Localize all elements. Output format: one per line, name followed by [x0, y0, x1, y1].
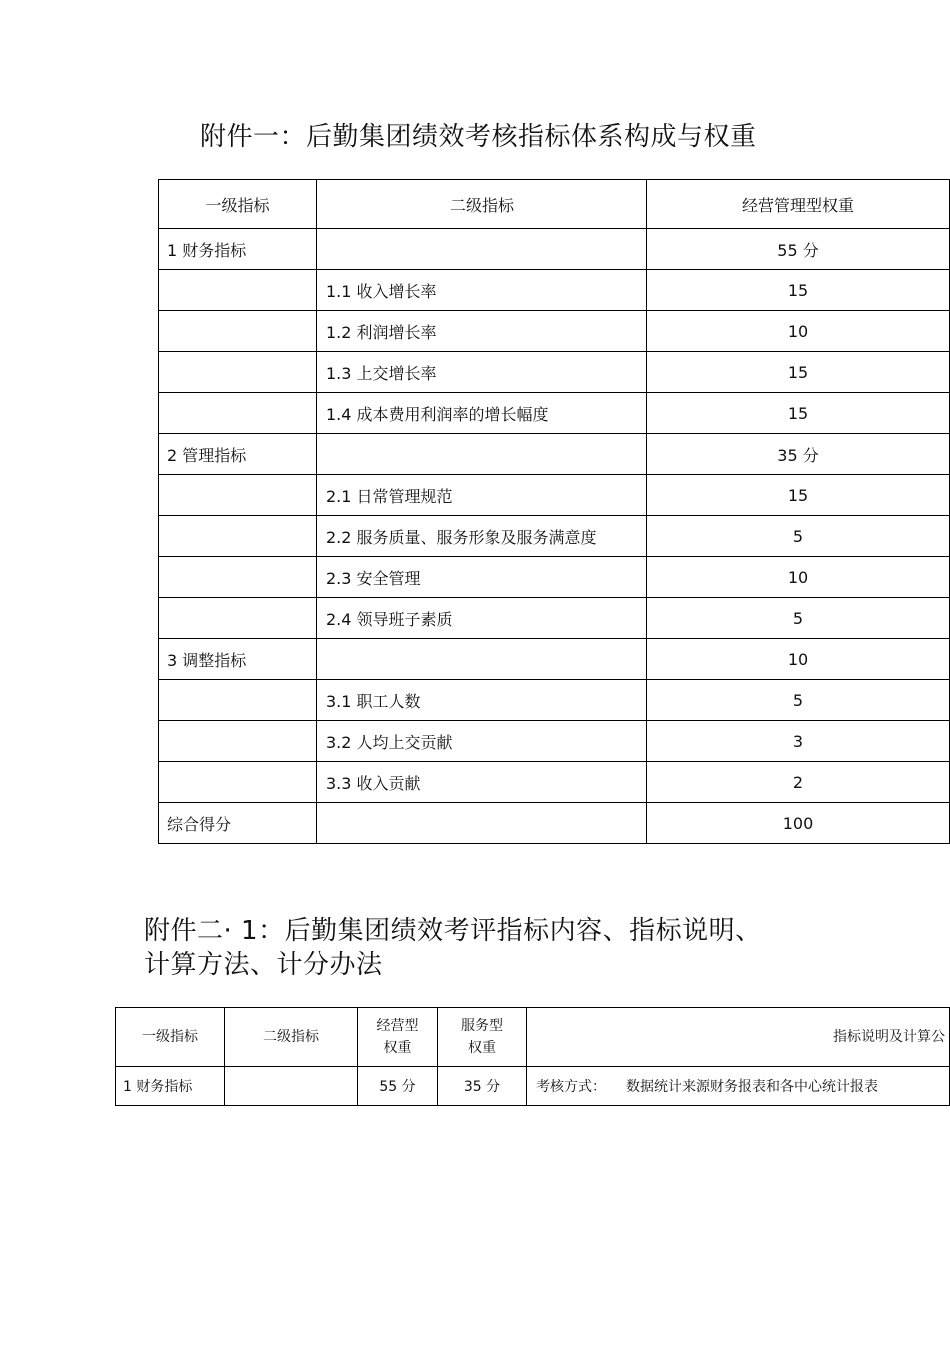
- table-row: [159, 270, 950, 311]
- cell-weight: 55 分: [647, 229, 950, 270]
- cell-weight: 10: [647, 557, 950, 598]
- cell-level1: 3 调整指标: [159, 639, 317, 680]
- table-row: [159, 557, 950, 598]
- cell-level1: [159, 721, 317, 762]
- table-row: [159, 311, 950, 352]
- table-row: [159, 598, 950, 639]
- cell-level1: [159, 598, 317, 639]
- cell-level1: [159, 352, 317, 393]
- cell-level1: [159, 762, 317, 803]
- table-row: [159, 434, 950, 475]
- table-row: [159, 721, 950, 762]
- cell-level1: 1 财务指标: [159, 229, 317, 270]
- cell-level1: [159, 270, 317, 311]
- desc-text: 数据统计来源财务报表和各中心统计报表: [626, 1079, 878, 1095]
- cell-weight: 15: [647, 393, 950, 434]
- cell-level1: 1 财务指标: [116, 1067, 225, 1106]
- cell-weight: 5: [647, 598, 950, 639]
- desc-label: 考核方式：: [536, 1079, 606, 1095]
- cell-weight: 15: [647, 352, 950, 393]
- table-row: [116, 1067, 950, 1106]
- cell-level2: [317, 229, 647, 270]
- cell-weight: 100: [647, 803, 950, 844]
- weights-table: [158, 179, 950, 844]
- header-op-weight-line2: 权重: [383, 1040, 412, 1056]
- cell-level2: 2.2 服务质量、服务形象及服务满意度: [317, 516, 647, 557]
- cell-weight: 10: [647, 639, 950, 680]
- cell-level2: 1.1 收入增长率: [317, 270, 647, 311]
- cell-level2: [317, 803, 647, 844]
- table-row: [159, 393, 950, 434]
- cell-level2: [317, 639, 647, 680]
- header-weight: 经营管理型权重: [647, 180, 950, 229]
- cell-weight: 15: [647, 270, 950, 311]
- header-level2: 二级指标: [317, 180, 647, 229]
- doc2-title-line1: 附件二· 1：后勤集团绩效考评指标内容、指标说明、: [144, 916, 762, 946]
- header-svc-weight-line2: 权重: [468, 1040, 496, 1056]
- cell-level1: [159, 475, 317, 516]
- cell-weight: 10: [647, 311, 950, 352]
- cell-level2: [225, 1067, 358, 1106]
- cell-level1: 2 管理指标: [159, 434, 317, 475]
- cell-level2: 3.3 收入贡献: [317, 762, 647, 803]
- table-row: [159, 639, 950, 680]
- header-description: 指标说明及计算公: [527, 1008, 950, 1067]
- doc1-title: 附件一：后勤集团绩效考核指标体系构成与权重: [200, 122, 757, 152]
- cell-level1: [159, 393, 317, 434]
- header-op-weight-line1: 经营型: [376, 1018, 419, 1034]
- cell-weight: 2: [647, 762, 950, 803]
- table-row: [159, 803, 950, 844]
- table-row: [159, 229, 950, 270]
- indicator-content-table: [115, 1007, 950, 1106]
- header-level1: 一级指标: [116, 1008, 225, 1067]
- cell-level1: 综合得分: [159, 803, 317, 844]
- cell-level2: 1.3 上交增长率: [317, 352, 647, 393]
- table-header-row: [116, 1008, 950, 1067]
- cell-level1: [159, 680, 317, 721]
- cell-level2: 1.4 成本费用利润率的增长幅度: [317, 393, 647, 434]
- cell-weight: 15: [647, 475, 950, 516]
- table-header-row: [159, 180, 950, 229]
- cell-level2: 2.4 领导班子素质: [317, 598, 647, 639]
- cell-description: [527, 1067, 950, 1106]
- cell-level2: 3.1 职工人数: [317, 680, 647, 721]
- table-row: [159, 762, 950, 803]
- header-level1: 一级指标: [159, 180, 317, 229]
- cell-level2: 2.1 日常管理规范: [317, 475, 647, 516]
- cell-level1: [159, 311, 317, 352]
- cell-weight: 35 分: [647, 434, 950, 475]
- cell-weight: 5: [647, 680, 950, 721]
- cell-level2: 1.2 利润增长率: [317, 311, 647, 352]
- table-row: [159, 680, 950, 721]
- table-row: [159, 516, 950, 557]
- cell-level2: [317, 434, 647, 475]
- table-row: [159, 352, 950, 393]
- cell-level1: [159, 516, 317, 557]
- header-svc-weight: [438, 1008, 527, 1067]
- cell-op-weight: 55 分: [358, 1067, 438, 1106]
- doc2-title: [144, 914, 762, 982]
- header-op-weight: [358, 1008, 438, 1067]
- cell-weight: 3: [647, 721, 950, 762]
- cell-level2: 2.3 安全管理: [317, 557, 647, 598]
- cell-level2: 3.2 人均上交贡献: [317, 721, 647, 762]
- table-row: [159, 475, 950, 516]
- header-svc-weight-line1: 服务型: [461, 1018, 503, 1034]
- doc2-title-line2: 计算方法、计分办法: [144, 950, 383, 980]
- cell-weight: 5: [647, 516, 950, 557]
- cell-level1: [159, 557, 317, 598]
- cell-svc-weight: 35 分: [438, 1067, 527, 1106]
- header-level2: 二级指标: [225, 1008, 358, 1067]
